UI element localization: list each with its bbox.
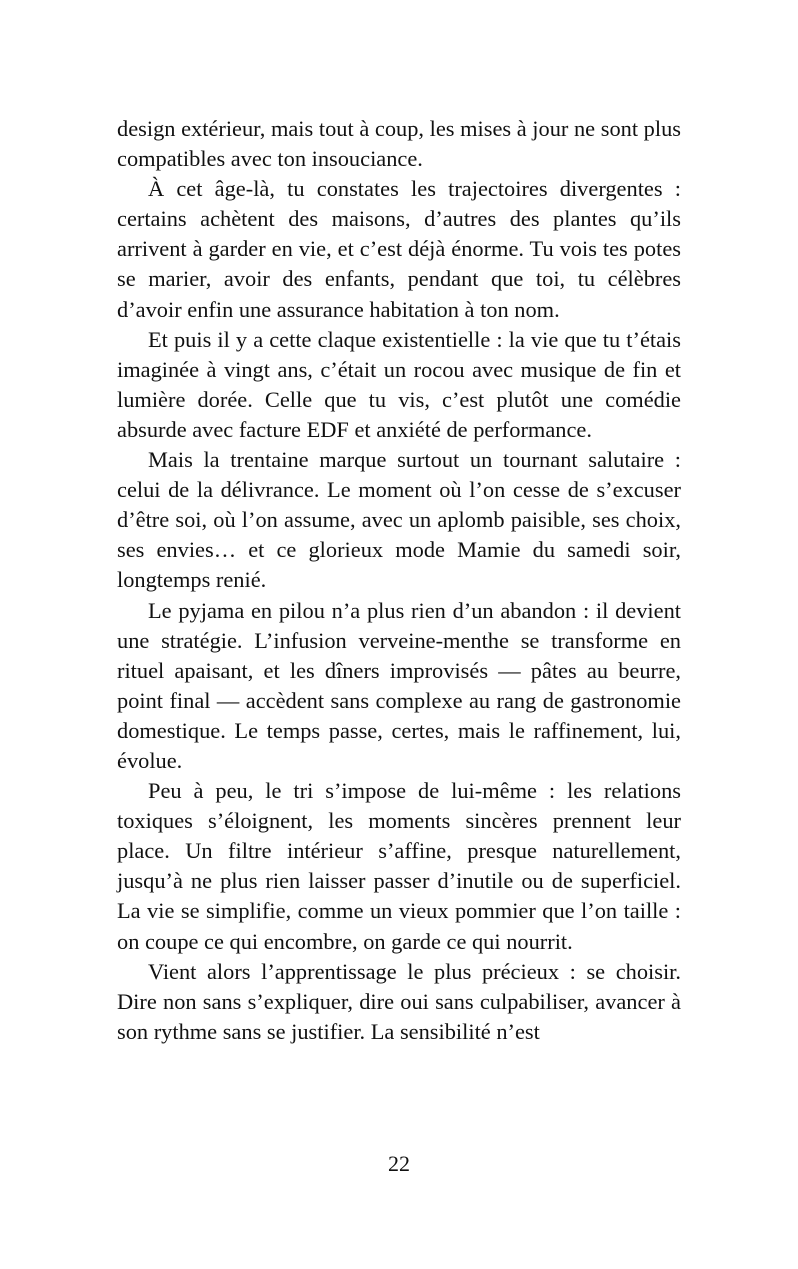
paragraph: Mais la trentaine marque surtout un tournant salutaire : celui de la délivrance. Le moment où l’on cesse de s’excuser d’être soi, où l’on assume, avec un aplomb paisible, ses choix, ses envies… et ce glorieux mode Mamie du samedi soir, longtemps renié.: [117, 447, 681, 593]
paragraph: Vient alors l’apprentissage le plus précieux : se choisir. Dire non sans s’expliquer, dire oui sans culpabiliser, avancer à son rythme sans se justifier. La sensibilité n’est: [117, 958, 681, 1044]
paragraph-continued: design extérieur, mais tout à coup, les mises à jour ne sont plus compatibles avec ton insouciance.: [117, 116, 681, 172]
paragraph: À cet âge-là, tu constates les trajectoires divergentes : certains achètent des maisons, d’autres des plantes qu’ils arrivent à garder en vie, et c’est déjà énorme. Tu vois tes potes se marier, avoir des enfants, pendant que toi, tu célèbres d’avoir enfin une assurance habitation à ton nom.: [117, 176, 681, 322]
paragraph: Et puis il y a cette claque existentielle : la vie que tu t’étais imaginée à vingt ans, c’était un rocou avec musique de fin et lumière dorée. Celle que tu vis, c’est plutôt une comédie absurde avec facture EDF et anxiété de performance.: [117, 326, 681, 442]
page-number: 22: [388, 1151, 410, 1176]
paragraph: Le pyjama en pilou n’a plus rien d’un abandon : il devient une stratégie. L’infusion verveine-menthe se transforme en rituel apaisant, et les dîners improvisés — pâtes au beurre, point final — accèdent sans complexe au rang de gastronomie domestique. Le temps passe, certes, mais le raffinement, lui, évolue.: [117, 597, 681, 773]
body-text: [117, 114, 681, 1047]
paragraph: Peu à peu, le tri s’impose de lui-même : les relations toxiques s’éloignent, les moments sincères prennent leur place. Un filtre intérieur s’affine, presque naturellement, jusqu’à ne plus rien laisser passer d’inutile ou de superficiel. La vie se simplifie, comme un vieux pommier que l’on taille : on coupe ce qui encombre, on garde ce qui nourrit.: [117, 778, 681, 954]
